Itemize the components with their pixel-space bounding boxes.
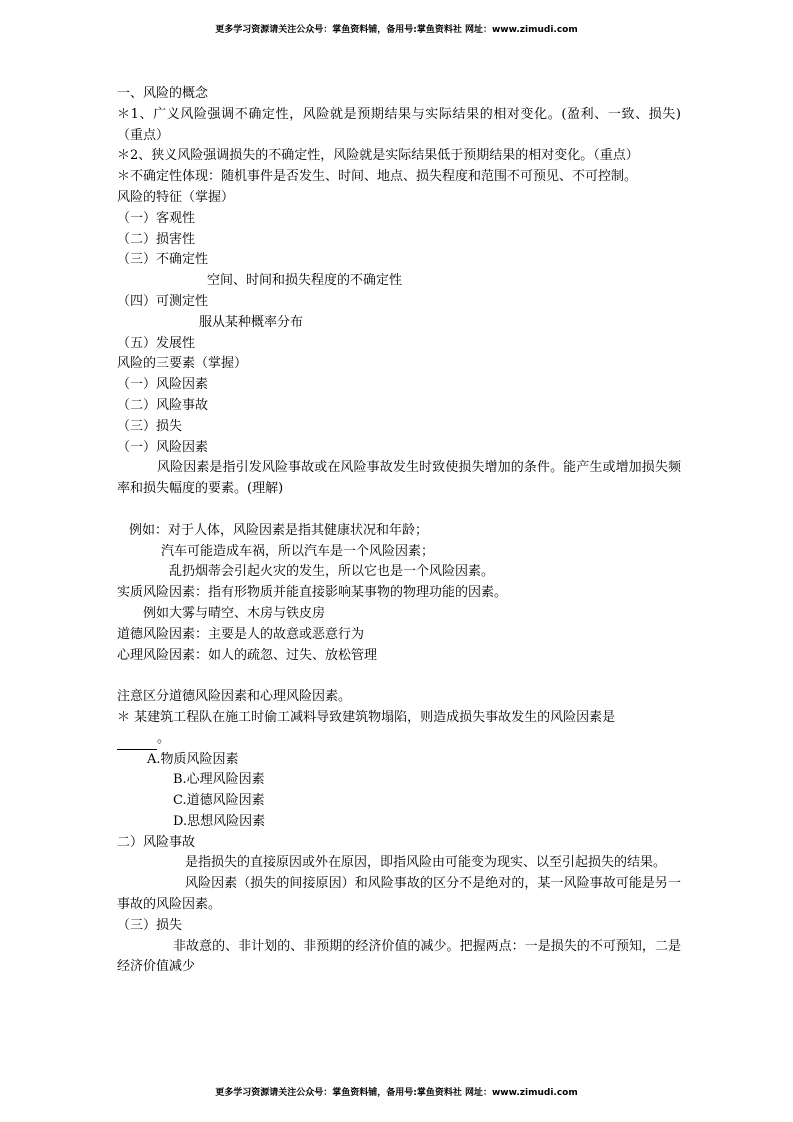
question-end: 。 xyxy=(157,730,171,746)
paragraph-risk-factor-def: 风险因素是指引发风险事故或在风险事故发生时致使损失增加的条件。能产生或增加损失频率和损失幅度的要素。(理解) xyxy=(117,460,681,497)
paragraph-narrow-risk: ＊2、狭义风险强调损失的不确定性，风险就是实际结果低于预期结果的相对变化。（重点） xyxy=(117,148,639,164)
document-body xyxy=(117,84,681,978)
note-uncertainty: 空间、时间和损失程度的不确定性 xyxy=(207,273,403,289)
paragraph-moral-factor: 道德风险因素：主要是人的故意或恶意行为 xyxy=(117,626,365,642)
heading-loss: （三）损失 xyxy=(117,917,183,933)
example-cigarette: 乱扔烟蒂会引起火灾的发生，所以它也是一个风险因素。 xyxy=(169,564,495,580)
spacer xyxy=(117,500,681,521)
answer-blank xyxy=(117,737,157,750)
option-d: D.思想风险因素 xyxy=(173,813,266,829)
heading-risk-features: 风险的特征（掌握） xyxy=(117,189,235,205)
paragraph-uncertainty: ＊不确定性体现：随机事件是否发生、时间、地点、损失程度和范围不可预见、不可控制。 xyxy=(117,169,638,185)
question-stem: ＊ 某建筑工程队在施工时偷工减料导致建筑物塌陷，则造成损失事故发生的风险因素是 xyxy=(117,709,616,725)
spacer xyxy=(117,666,681,687)
question-blank-line xyxy=(117,729,681,750)
paragraph-physical-factor: 实质风险因素：指有形物质并能直接影响某事物的物理功能的因素。 xyxy=(117,585,508,601)
paragraph-morale-factor: 心理风险因素：如人的疏忽、过失、放松管理 xyxy=(117,647,378,663)
example-physical: 例如大雾与晴空、木房与铁皮房 xyxy=(143,605,326,621)
list-item-measurability: （四）可测定性 xyxy=(117,293,209,309)
paragraph-loss-def: 非故意的、非计划的、非预期的经济价值的减少。把握两点：一是损失的不可预知，二是经济价值减少 xyxy=(117,938,681,975)
example-car: 汽车可能造成车祸，所以汽车是一个风险因素； xyxy=(161,543,435,559)
section-heading-risk-concept: 一、风险的概念 xyxy=(117,86,209,101)
note-distinguish: 注意区分道德风险因素和心理风险因素。 xyxy=(117,689,352,705)
example-human: 例如：对于人体，风险因素是指其健康状况和年龄； xyxy=(129,522,429,538)
list-item-objectivity: （一）客观性 xyxy=(117,210,196,226)
list-item-harmfulness: （二）损害性 xyxy=(117,231,196,247)
heading-risk-accident: 二）风险事故 xyxy=(117,834,196,850)
paragraph-risk-accident-def: 是指损失的直接原因或外在原因，即指风险由可能变为现实、以至引起损失的结果。 xyxy=(185,855,667,871)
note-measurability: 服从某种概率分布 xyxy=(199,314,304,330)
paragraph-factor-vs-accident: 风险因素（损失的间接原因）和风险事故的区分不是绝对的，某一风险事故可能是另一事故的风险因素。 xyxy=(117,876,681,913)
list-item-development: （五）发展性 xyxy=(117,335,196,351)
list-item-loss: （三）损失 xyxy=(117,418,183,434)
list-item-risk-factor: （一）风险因素 xyxy=(117,377,209,393)
list-item-risk-accident: （二）风险事故 xyxy=(117,397,209,413)
heading-three-elements: 风险的三要素（掌握） xyxy=(117,356,248,372)
list-item-uncertainty: （三）不确定性 xyxy=(117,252,209,268)
option-b: B.心理风险因素 xyxy=(173,772,265,788)
option-a: A.物质风险因素 xyxy=(147,751,239,767)
option-c: C.道德风险因素 xyxy=(173,793,265,809)
paragraph-broad-risk: ＊1、广义风险强调不确定性，风险就是预期结果与实际结果的相对变化。(盈利、一致、损失) （重点） xyxy=(117,106,681,143)
header-banner: 更多学习资源请关注公众号：掌鱼资料铺，备用号:掌鱼资料社 网址：www.zimudi.com xyxy=(215,25,578,35)
footer-banner: 更多学习资源请关注公众号：掌鱼资料铺，备用号:掌鱼资料社 网址：www.zimudi.com xyxy=(215,1088,578,1098)
heading-risk-factor: （一）风险因素 xyxy=(117,439,209,455)
